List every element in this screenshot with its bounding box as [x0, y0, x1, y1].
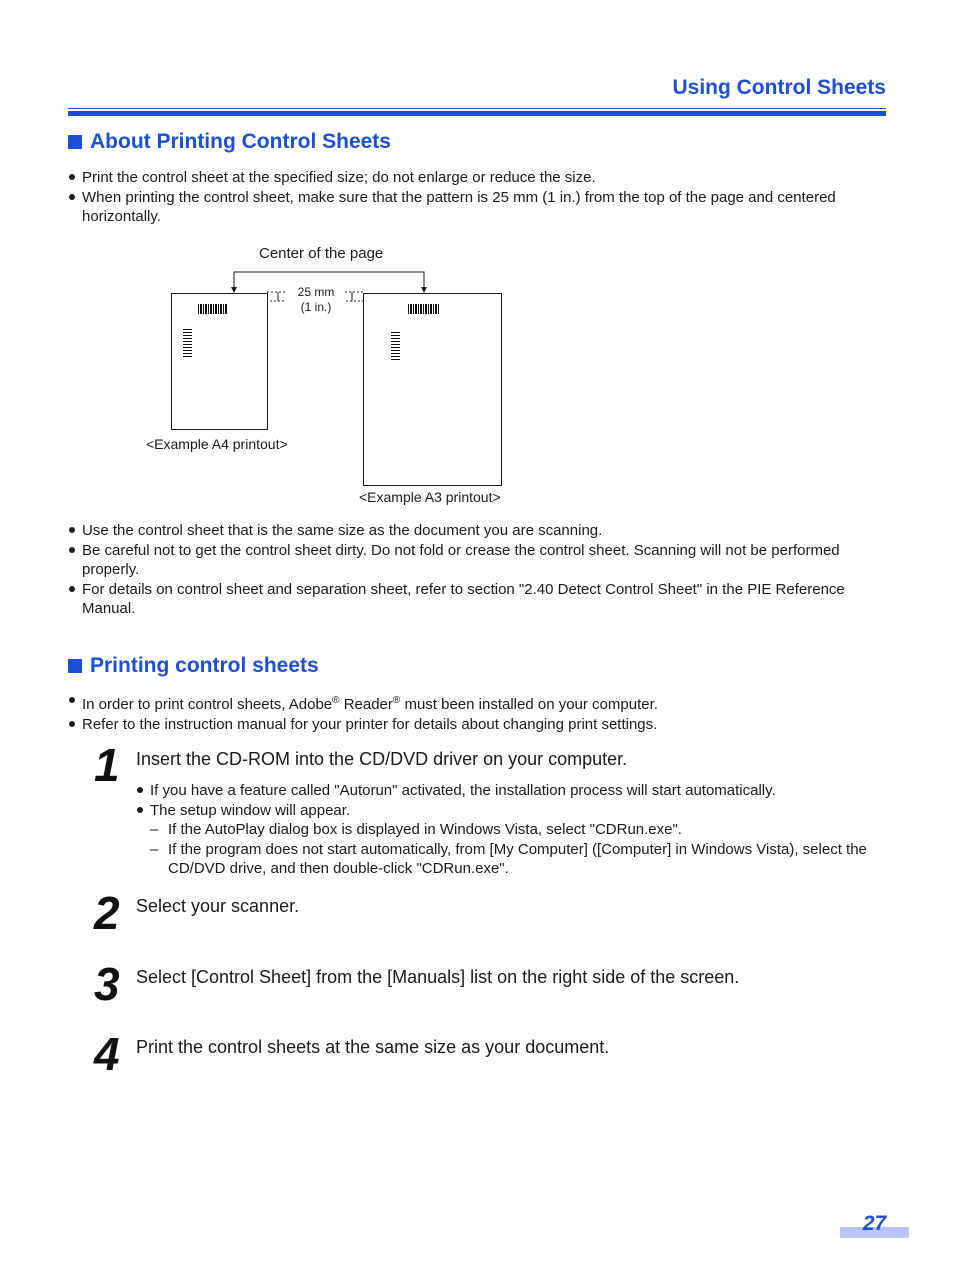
step-text-1: Insert the CD-ROM into the CD/DVD driver on your computer.	[136, 749, 628, 769]
list-item: In order to print control sheets, Adobe® Reader® must been installed on your computer.	[68, 691, 888, 715]
list-item: – If the program does not start automatically, from [My Computer] ([Computer] in Windows Vista), select the CD/DVD drive, and then double-click "CDRun.exe".	[150, 840, 867, 877]
vertical-barcode-icon	[391, 332, 400, 362]
list-item: Be careful not to get the control sheet dirty. Do not fold or crease the control sheet. Scanning will not be performed properly.	[68, 541, 888, 580]
step-text-3: Select [Control Sheet] from the [Manuals] list on the right side of the screen.	[136, 967, 740, 987]
center-of-page-label: Center of the page	[259, 245, 384, 262]
section1-more-bullet-list	[68, 521, 888, 619]
section-title-printing-control-sheets	[68, 654, 319, 678]
bullet-dot-icon	[69, 697, 75, 703]
section-title-text: Printing control sheets	[90, 654, 319, 677]
a4-sheet-illustration	[171, 293, 268, 430]
horizontal-barcode-icon	[408, 304, 440, 314]
list-item: Refer to the instruction manual for your printer for details about changing print settings.	[68, 715, 888, 735]
step-number-2: 2	[94, 887, 120, 939]
bullet-dot-icon	[69, 547, 75, 553]
step-number-3: 3	[94, 958, 120, 1010]
list-item: The setup window will appear. – If the AutoPlay dialog box is displayed in Windows Vista, select "CDRun.exe". – If the program does not start automatically, from [My Computer] ([Computer] in Windows Vista), select the CD/DVD drive, and then double-click "CDRun.exe".	[136, 801, 886, 879]
list-item: Print the control sheet at the specified size; do not enlarge or reduce the size.	[68, 168, 888, 188]
caption-a3: <Example A3 printout>	[359, 489, 501, 505]
step-text-4: Print the control sheets at the same size as your document.	[136, 1037, 610, 1057]
step-number-4: 4	[94, 1028, 120, 1080]
step-number-1: 1	[94, 739, 120, 791]
caption-a4: <Example A4 printout>	[146, 436, 288, 452]
printout-diagram	[0, 0, 954, 520]
step1-sub-list	[136, 781, 886, 879]
horizontal-barcode-icon	[198, 304, 228, 314]
measurement-label: 25 mm (1 in.)	[297, 285, 335, 314]
bullet-dot-icon	[69, 586, 75, 592]
bullet-dot-icon	[69, 527, 75, 533]
list-item: For details on control sheet and separation sheet, refer to section "2.40 Detect Control Sheet" in the PIE Reference Manual.	[68, 580, 888, 619]
list-item: When printing the control sheet, make sure that the pattern is 25 mm (1 in.) from the top of the page and centered horizontally.	[68, 188, 888, 227]
bullet-dot-icon	[137, 787, 143, 793]
list-item: – If the AutoPlay dialog box is displayed in Windows Vista, select "CDRun.exe".	[150, 821, 682, 838]
section2-bullet-list	[68, 691, 888, 734]
section-title-text: About Printing Control Sheets	[90, 130, 391, 153]
square-bullet-icon	[68, 659, 82, 673]
bullet-dot-icon	[137, 807, 143, 813]
vertical-barcode-icon	[183, 329, 192, 359]
a3-sheet-illustration	[363, 293, 502, 486]
step-text-2: Select your scanner.	[136, 896, 300, 916]
page-number: 27	[862, 1212, 887, 1235]
list-item: Use the control sheet that is the same size as the document you are scanning.	[68, 521, 888, 541]
list-item: If you have a feature called "Autorun" activated, the installation process will start automatically.	[136, 781, 886, 801]
step1-dash-list	[150, 820, 886, 879]
bullet-dot-icon	[69, 721, 75, 727]
running-header: Using Control Sheets	[672, 76, 886, 99]
